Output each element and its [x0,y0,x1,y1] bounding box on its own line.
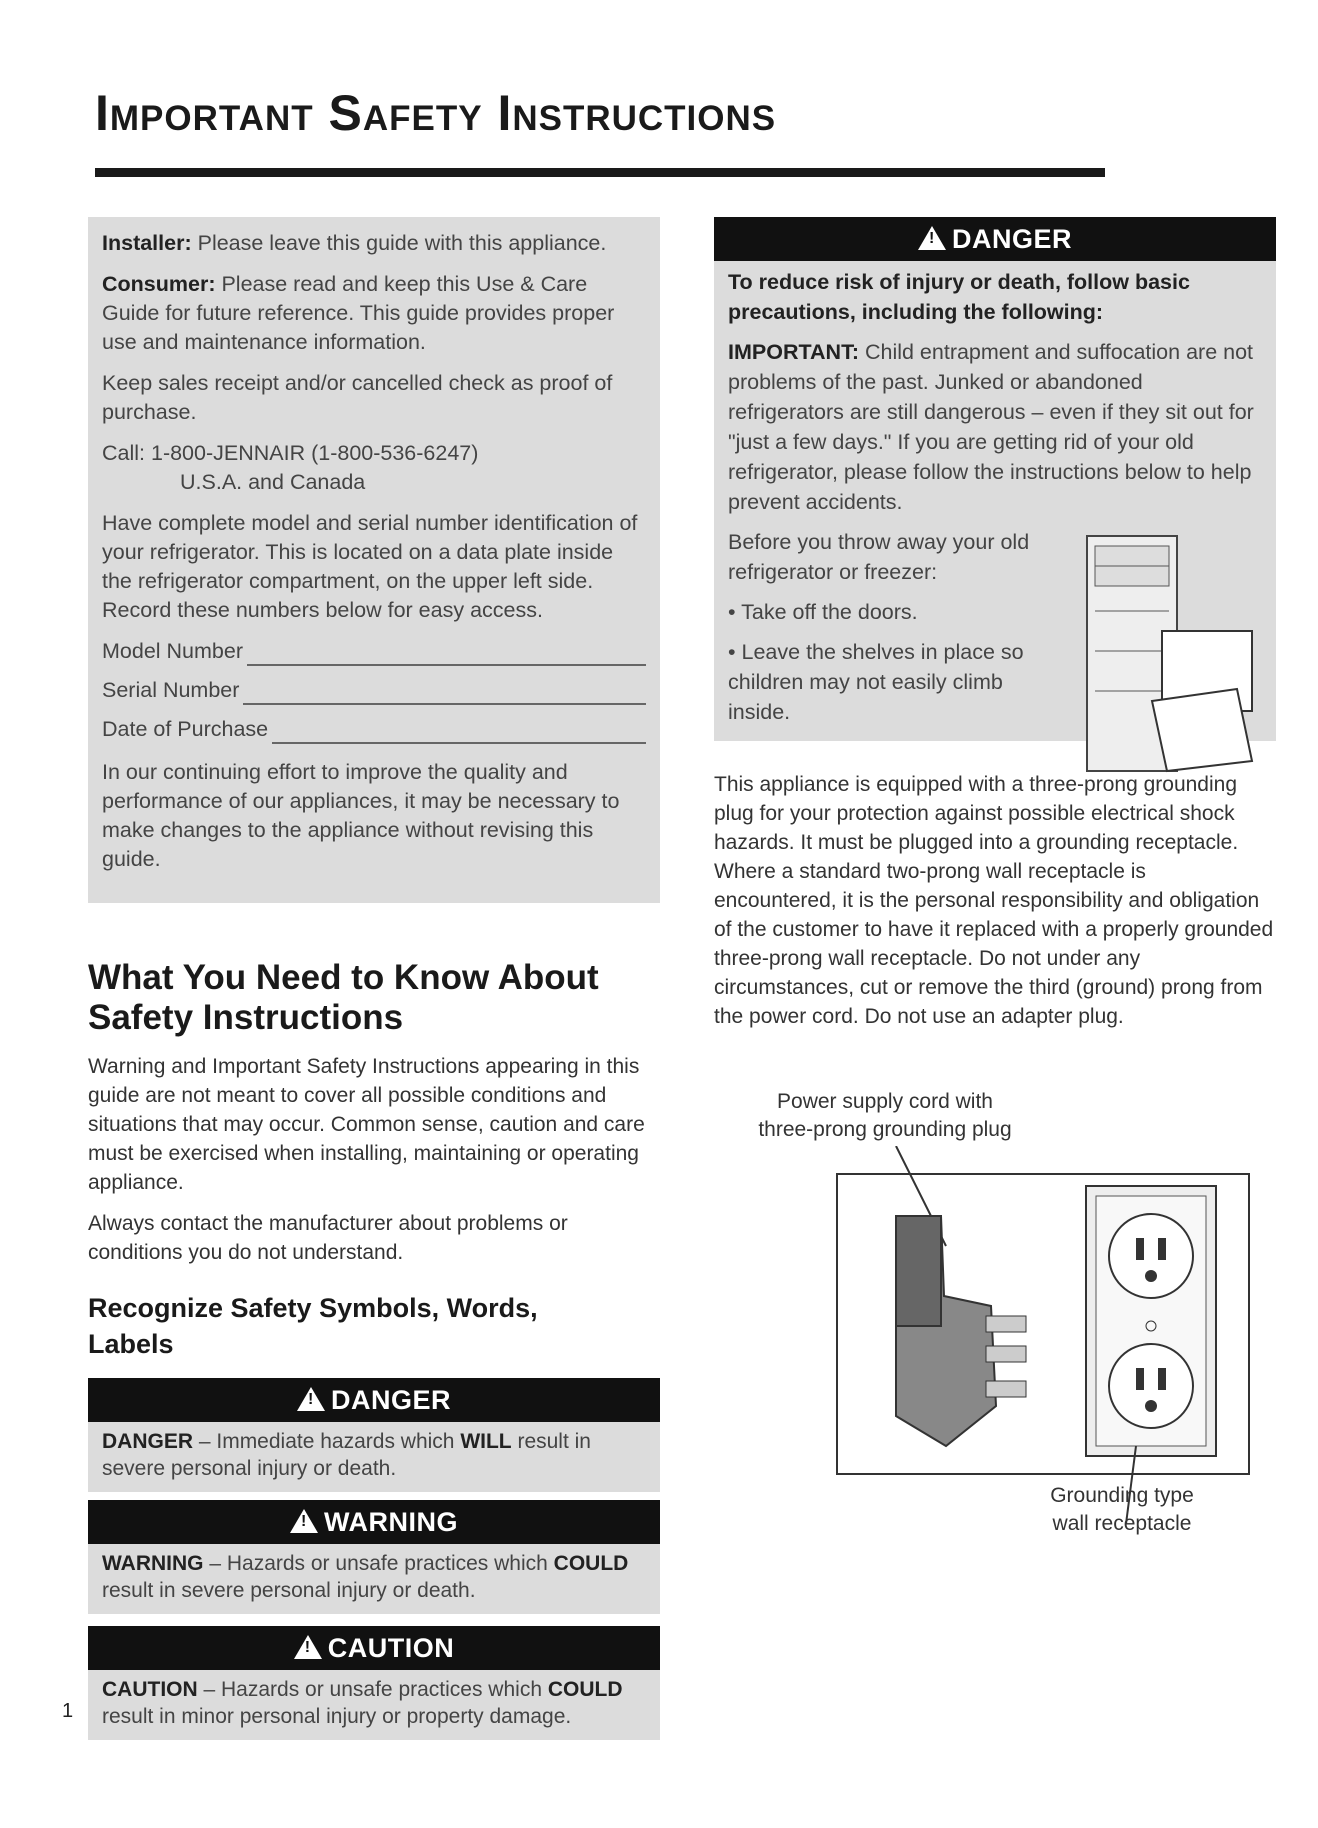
title-rule [95,168,1105,177]
date-purchase-label: Date of Purchase [102,717,269,741]
model-number-field [102,637,646,666]
know-body [88,1052,660,1279]
danger-header: !DANGER [714,217,1276,261]
installer-label: Installer: [102,231,192,255]
call-note [102,439,646,497]
know-para-2: Always contact the manufacturer about problems or conditions you do not understand. [88,1212,568,1264]
warning-header: !WARNING [88,1500,660,1544]
danger-precautions-box [714,217,1276,741]
page-number: 1 [62,1700,74,1722]
date-purchase-line [272,720,646,744]
warning-label-box [88,1500,660,1614]
cord-caption: Power supply cord with three-prong grounding plug [758,1090,1012,1141]
serial-number-line [243,681,646,705]
call-region: U.S.A. and Canada [180,470,366,494]
page-title: Important Safety Instructions [95,85,777,141]
bullet-leave-shelves: • Leave the shelves in place so children may not easily climb inside. [728,640,1024,724]
symbols-heading: Recognize Safety Symbols, Words, Labels [88,1293,538,1359]
warning-triangle-icon [918,226,946,250]
danger-definition: DANGER – Immediate hazards which WILL result in severe personal injury or death. [88,1422,660,1492]
doorless-refrigerator-illustration [1077,531,1262,776]
warning-triangle-icon [290,1509,318,1533]
improve-note: In our continuing effort to improve the quality and performance of our appliances, it may be necessary to make changes to the appliance without revising this guide. [102,760,620,871]
know-heading: What You Need to Know About Safety Instructions [88,958,599,1037]
model-info-note: Have complete model and serial number identification of your refrigerator. This is located on a data plate inside the refrigerator compartment, on the upper left side. Record these numbers below for easy access. [102,511,638,622]
bullet-take-off-doors: • Take off the doors. [728,600,918,624]
before-note: Before you throw away your old refrigerator or freezer: [728,530,1030,584]
installer-note [102,229,646,258]
consumer-label: Consumer: [102,272,216,296]
serial-number-field [102,676,646,705]
consumer-text: Please read and keep this Use & Care Guide for future reference. This guide provides proper use and maintenance information. [102,272,615,354]
danger-lead: To reduce risk of injury or death, follow basic precautions, including the following: [728,270,1190,324]
grounding-plug-illustration [836,1146,1250,1526]
receipt-note: Keep sales receipt and/or cancelled check as proof of purchase. [102,371,613,424]
model-number-line [247,642,646,666]
warning-triangle-icon [294,1635,322,1659]
danger-label-box [88,1378,660,1492]
call-line: Call: 1-800-JENNAIR (1-800-536-6247) [102,441,479,465]
installer-info-box [88,217,660,903]
important-note: IMPORTANT: Child entrapment and suffocation are not problems of the past. Junked or abandoned refrigerators are still dangerous – even if they sit out for "just a few days." If you are getting rid of your old refrigerator, please follow the instructions below to help prevent accidents. [728,340,1254,514]
model-number-label: Model Number [102,639,243,663]
know-para-1: Warning and Important Safety Instructions appearing in this guide are not meant to cover all possible conditions and situations that may occur. Common sense, caution and care must be exercised when installing, maintaining or operating appliance. [88,1055,645,1194]
caution-label-box [88,1626,660,1740]
serial-number-label: Serial Number [102,678,240,702]
installer-text: Please leave this guide with this appliance. [191,231,607,255]
grounding-paragraph: This appliance is equipped with a three-prong grounding plug for your protection against possible electrical shock hazards. It must be plugged into a grounding receptacle. Where a standard two-prong wall receptacle is encountered, it is the personal responsibility and obligation of the customer to have it replaced with a properly grounded three-prong wall receptacle. Do not under any circumstances, cut or remove the third (ground) prong from the power cord. Do not use an adapter plug. [714,773,1274,1028]
warning-triangle-icon [297,1387,325,1411]
warning-definition: WARNING – Hazards or unsafe practices which COULD result in severe personal injury or death. [88,1544,660,1614]
receptacle-caption: Grounding type wall receptacle [1050,1484,1194,1535]
danger-precautions-body [714,261,1276,741]
date-purchase-field [102,715,646,744]
consumer-note [102,270,646,357]
caution-definition: CAUTION – Hazards or unsafe practices which COULD result in minor personal injury or property damage. [88,1670,660,1740]
grounding-section [714,770,1274,1043]
danger-header: !DANGER [88,1378,660,1422]
caution-header: !CAUTION [88,1626,660,1670]
